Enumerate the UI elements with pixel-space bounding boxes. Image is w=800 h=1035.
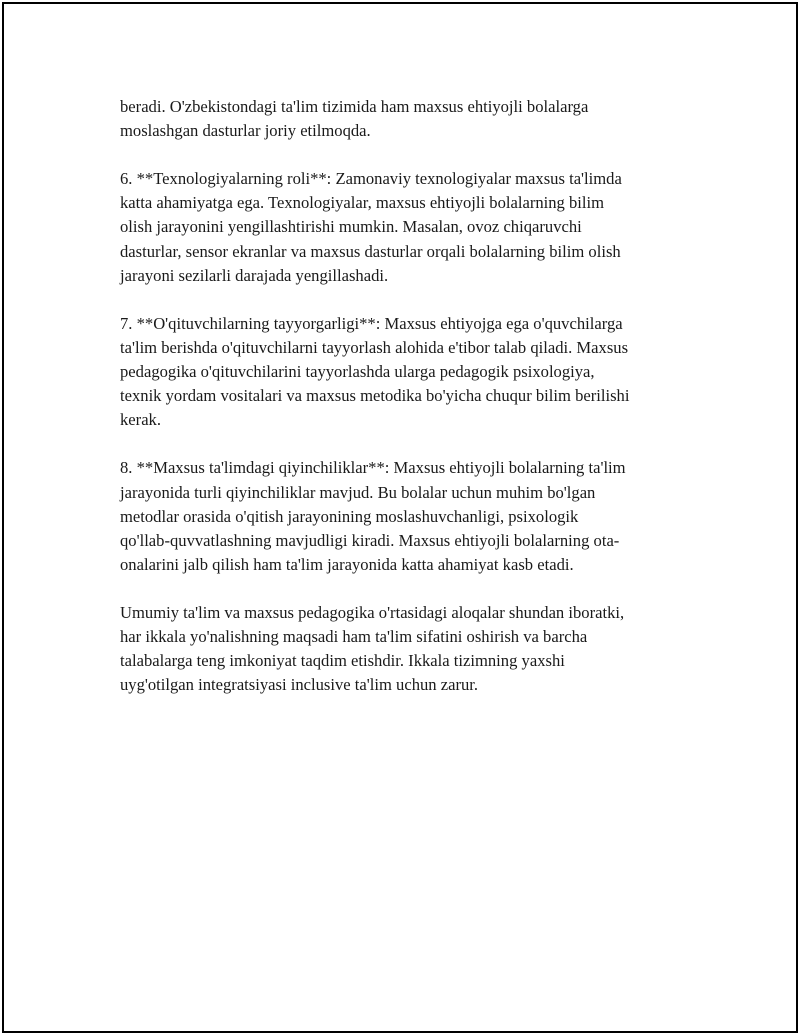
- paragraph-continuation: beradi. O'zbekistondagi ta'lim tizimida ham maxsus ehtiyojli bolalarga moslashgan dasturlar joriy etilmoqda.: [120, 97, 589, 141]
- document-body: [120, 95, 700, 721]
- paragraph-teacher-preparation: 7. **O'qituvchilarning tayyorgarligi**: Maxsus ehtiyojga ega o'quvchilarga ta'lim berishda o'qituvchilarni tayyorlash alohida e'tibor talab qiladi. Maxsus pedagogika o'qituvchilarini tayyorlashda ularga pedagogik psixologiya, texnik yordam vositalari va maxsus metodika bo'yicha chuqur bilim berilishi kerak.: [120, 313, 630, 430]
- paragraph-technology-role: 6. **Texnologiyalarning roli**: Zamonaviy texnologiyalar maxsus ta'limda katta ahamiyatga ega. Texnologiyalar, maxsus ehtiyojli bolalarning bilim olish jarayonini yengillashtirishi mumkin. Masalan, ovoz chiqaruvchi dasturlar, sensor ekranlar va maxsus dasturlar orqali bolalarning bilim olish jarayoni sezilarli darajada yengillashadi.: [120, 169, 622, 285]
- page-frame: [2, 2, 798, 1033]
- paragraph-special-education-difficulties: 8. **Maxsus ta'limdagi qiyinchiliklar**: Maxsus ehtiyojli bolalarning ta'lim jarayonida turli qiyinchiliklar mavjud. Bu bolalar uchun muhim bo'lgan metodlar orasida o'qitish jarayonining moslashuvchanligi, psixologik qo'llab-quvvatlashning mavjudligi kiradi. Maxsus ehtiyojli bolalarning ota- onalarini jalb qilish ham ta'lim jarayonida katta ahamiyat kasb etadi.: [120, 458, 626, 574]
- paragraph-conclusion: Umumiy ta'lim va maxsus pedagogika o'rtasidagi aloqalar shundan iboratki, har ikkala yo'nalishning maqsadi ham ta'lim sifatini oshirish va barcha talabalarga teng imkoniyat taqdim etishdir. Ikkala tizimning yaxshi uyg'otilgan integratsiyasi inclusive ta'lim uchun zarur.: [120, 602, 625, 695]
